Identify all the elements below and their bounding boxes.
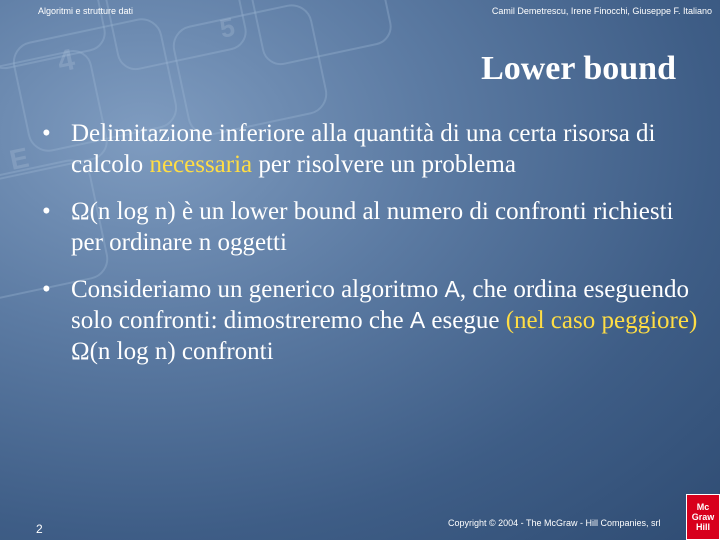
svg-text:5: 5: [217, 11, 238, 44]
svg-text:4: 4: [54, 43, 78, 79]
bullet-text-segment: Ω(n log n) confronti: [71, 338, 274, 365]
authors: Camil Demetrescu, Irene Finocchi, Giuseppe F. Italiano: [491, 6, 712, 16]
mcgraw-hill-logo: [686, 494, 720, 540]
bullet-text-segment: Consideriamo un generico algoritmo: [71, 276, 445, 303]
algorithm-symbol: A: [444, 276, 460, 302]
bullet-item: [38, 118, 698, 180]
bullet-dot: •: [42, 120, 51, 147]
bullet-text-segment: Ω(n log n): [71, 198, 176, 225]
slide-title: Lower bound: [481, 50, 676, 87]
logo-text: Graw: [691, 512, 715, 522]
bullet-text-segment: è un lower bound al numero di confronti richiesti per ordinare n oggetti: [71, 198, 674, 256]
bullet-text-segment: esegue: [425, 307, 506, 334]
course-title: Algoritmi e strutture dati: [38, 6, 134, 16]
logo-text: Mc: [696, 502, 710, 512]
copyright-notice: Copyright © 2004 - The McGraw - Hill Companies, srl: [448, 518, 661, 528]
bullet-dot: •: [42, 276, 51, 303]
logo-text: Hill: [695, 522, 710, 532]
highlighted-text: necessaria: [149, 151, 253, 178]
svg-text:E: E: [6, 141, 32, 176]
bullet-dot: •: [42, 198, 51, 225]
page-number: 2: [36, 522, 43, 536]
bullet-item: [38, 196, 698, 258]
bullet-list: [38, 118, 698, 383]
bullet-item: [38, 274, 698, 367]
highlighted-text: (nel caso peggiore): [505, 307, 698, 334]
bullet-text-segment: , che ordina eseguendo solo confronti: dimostreremo che: [71, 276, 689, 334]
algorithm-symbol: A: [409, 307, 426, 333]
bullet-text-segment: Delimitazione inferiore alla quantità di una certa risorsa di calcolo: [71, 120, 656, 178]
bullet-text-segment: per risolvere un problema: [252, 151, 516, 178]
